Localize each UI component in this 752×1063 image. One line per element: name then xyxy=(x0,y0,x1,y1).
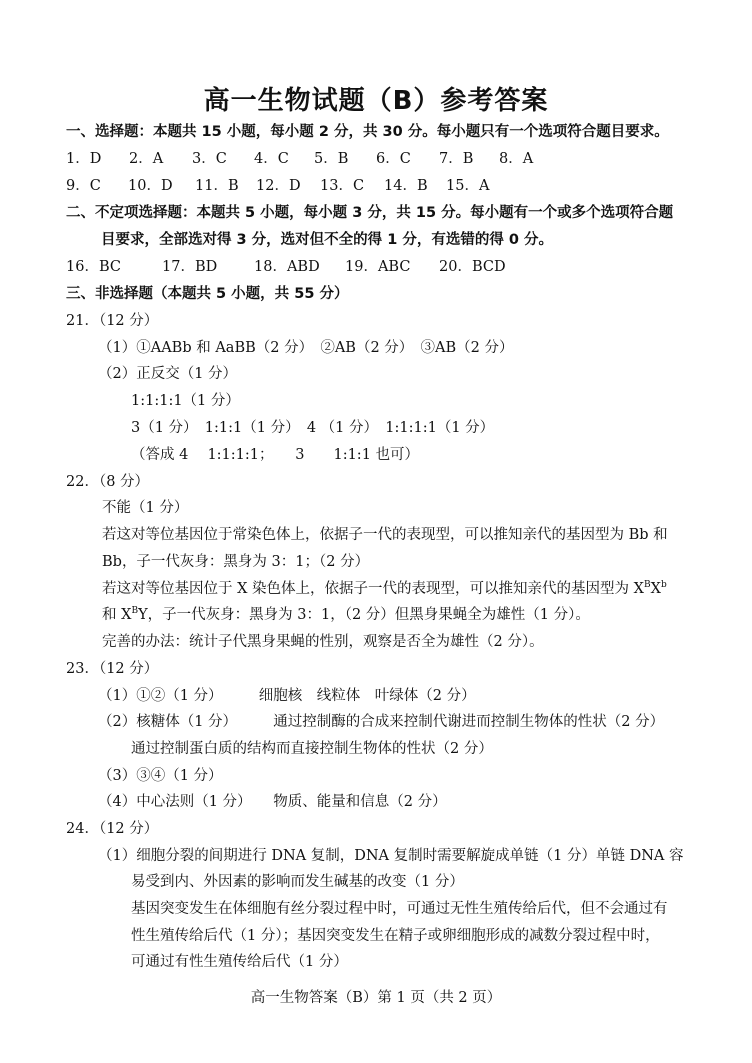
answer-item: 11．B xyxy=(195,178,239,194)
q21-answer-counts: 3（1 分） 1:1:1（1 分） 4 （1 分） 1:1:1:1（1 分） xyxy=(131,420,495,436)
answer-item: 1．D xyxy=(66,151,102,167)
answer-item: 6．C xyxy=(376,151,411,167)
q24-part1-cont: 易受到内、外因素的影响而发生碱基的改变（1 分） xyxy=(131,874,464,890)
q21-part2: （2）正反交（1 分） xyxy=(98,366,238,382)
q21-answer-ratio: 1:1:1:1（1 分） xyxy=(131,393,240,409)
answer-item: 18．ABD xyxy=(254,259,320,275)
answer-item: 5．B xyxy=(314,151,349,167)
page-footer: 高一生物答案（B）第 1 页（共 2 页） xyxy=(250,990,502,1006)
answer-item: 10．D xyxy=(128,178,173,194)
q24-part1: （1）细胞分裂的间期进行 DNA 复制，DNA 复制时需要解旋成单链（1 分）单链 DNA 容 xyxy=(98,848,684,864)
q23-part2: （2）核糖体（1 分） 通过控制酶的合成来控制代谢进而控制生物体的性状（2 分） xyxy=(98,714,665,730)
q22-x-linked-text: 和 X xyxy=(102,607,132,623)
answer-item: 15．A xyxy=(446,178,490,194)
answer-item: 17．BD xyxy=(162,259,218,275)
q22-x-linked xyxy=(102,579,667,599)
answer-item: 9．C xyxy=(66,178,101,194)
superscript: B xyxy=(643,580,651,590)
q24-part1-detail-cont: 性生殖传给后代（1 分）；基因突变发生在精子或卵细胞形成的减数分裂过程中时， xyxy=(131,928,660,944)
answer-item: 14．B xyxy=(384,178,428,194)
q22-answer: 不能（1 分） xyxy=(102,500,189,516)
answer-item: 16．BC xyxy=(66,259,121,275)
q22-method: 完善的办法：统计子代黑身果蝇的性别，观察是否全为雄性（2 分）。 xyxy=(102,634,544,650)
section2-heading: 二、不定项选择题：本题共 5 小题，每小题 3 分，共 15 分。每小题有一个或多个选项符合题 xyxy=(66,205,674,221)
page-title: 高一生物试题（B）参考答案 xyxy=(203,86,549,116)
answer-item: 3．C xyxy=(192,151,227,167)
section2-heading-cont: 目要求，全部选对得 3 分，选对但不全的得 1 分，有选错的得 0 分。 xyxy=(101,232,554,248)
q21-part1: （1）①AABb 和 AaBB（2 分） ②AB（2 分） ③AB（2 分） xyxy=(98,340,514,356)
superscript: B xyxy=(131,606,139,616)
section3-heading: 三、非选择题（本题共 5 小题，共 55 分） xyxy=(66,286,349,302)
answer-item: 20．BCD xyxy=(439,259,506,275)
answer-item: 12．D xyxy=(256,178,301,194)
superscript: b xyxy=(660,580,667,590)
q23-part4: （4）中心法则（1 分） 物质、能量和信息（2 分） xyxy=(98,794,447,810)
answer-item: 8．A xyxy=(499,151,534,167)
answer-item: 13．C xyxy=(320,178,365,194)
answer-item: 4．C xyxy=(254,151,289,167)
section1-heading: 一、选择题：本题共 15 小题，每小题 2 分，共 30 分。每小题只有一个选项符合题目要求。 xyxy=(66,124,669,140)
question-number-22: 22．（8 分） xyxy=(66,474,150,490)
q23-part1: （1）①②（1 分） 细胞核 线粒体 叶绿体（2 分） xyxy=(98,688,476,704)
question-number-24: 24．（12 分） xyxy=(66,821,159,837)
answer-item: 7．B xyxy=(439,151,474,167)
q24-part1-detail-end: 可通过有性生殖传给后代（1 分） xyxy=(131,954,348,970)
answer-item: 19．ABC xyxy=(345,259,411,275)
question-number-21: 21．（12 分） xyxy=(66,313,159,329)
q22-x-linked-text: X xyxy=(650,581,661,597)
answer-item: 2．A xyxy=(129,151,164,167)
q22-autosomal-cont: Bb，子一代灰身：黑身为 3：1；（2 分） xyxy=(102,554,370,570)
question-number-23: 23．（12 分） xyxy=(66,661,159,677)
q22-x-linked-cont xyxy=(102,605,590,625)
q23-part2-cont: 通过控制蛋白质的结构而直接控制生物体的性状（2 分） xyxy=(131,741,493,757)
q22-x-linked-text: Y，子一代灰身：黑身为 3：1，（2 分）但黑身果蝇全为雄性（1 分）。 xyxy=(138,607,590,623)
q23-part3: （3）③④（1 分） xyxy=(98,768,223,784)
q24-part1-detail: 基因突变发生在体细胞有丝分裂过程中时，可通过无性生殖传给后代，但不会通过有 xyxy=(131,901,668,917)
q21-alt-answer: （答成 4 1:1:1:1； 3 1:1:1 也可） xyxy=(131,447,420,463)
q22-autosomal: 若这对等位基因位于常染色体上，依据子一代的表现型，可以推知亲代的基因型为 Bb 和 xyxy=(102,527,668,543)
q22-x-linked-text: 若这对等位基因位于 X 染色体上，依据子一代的表现型，可以推知亲代的基因型为 X xyxy=(102,581,644,597)
